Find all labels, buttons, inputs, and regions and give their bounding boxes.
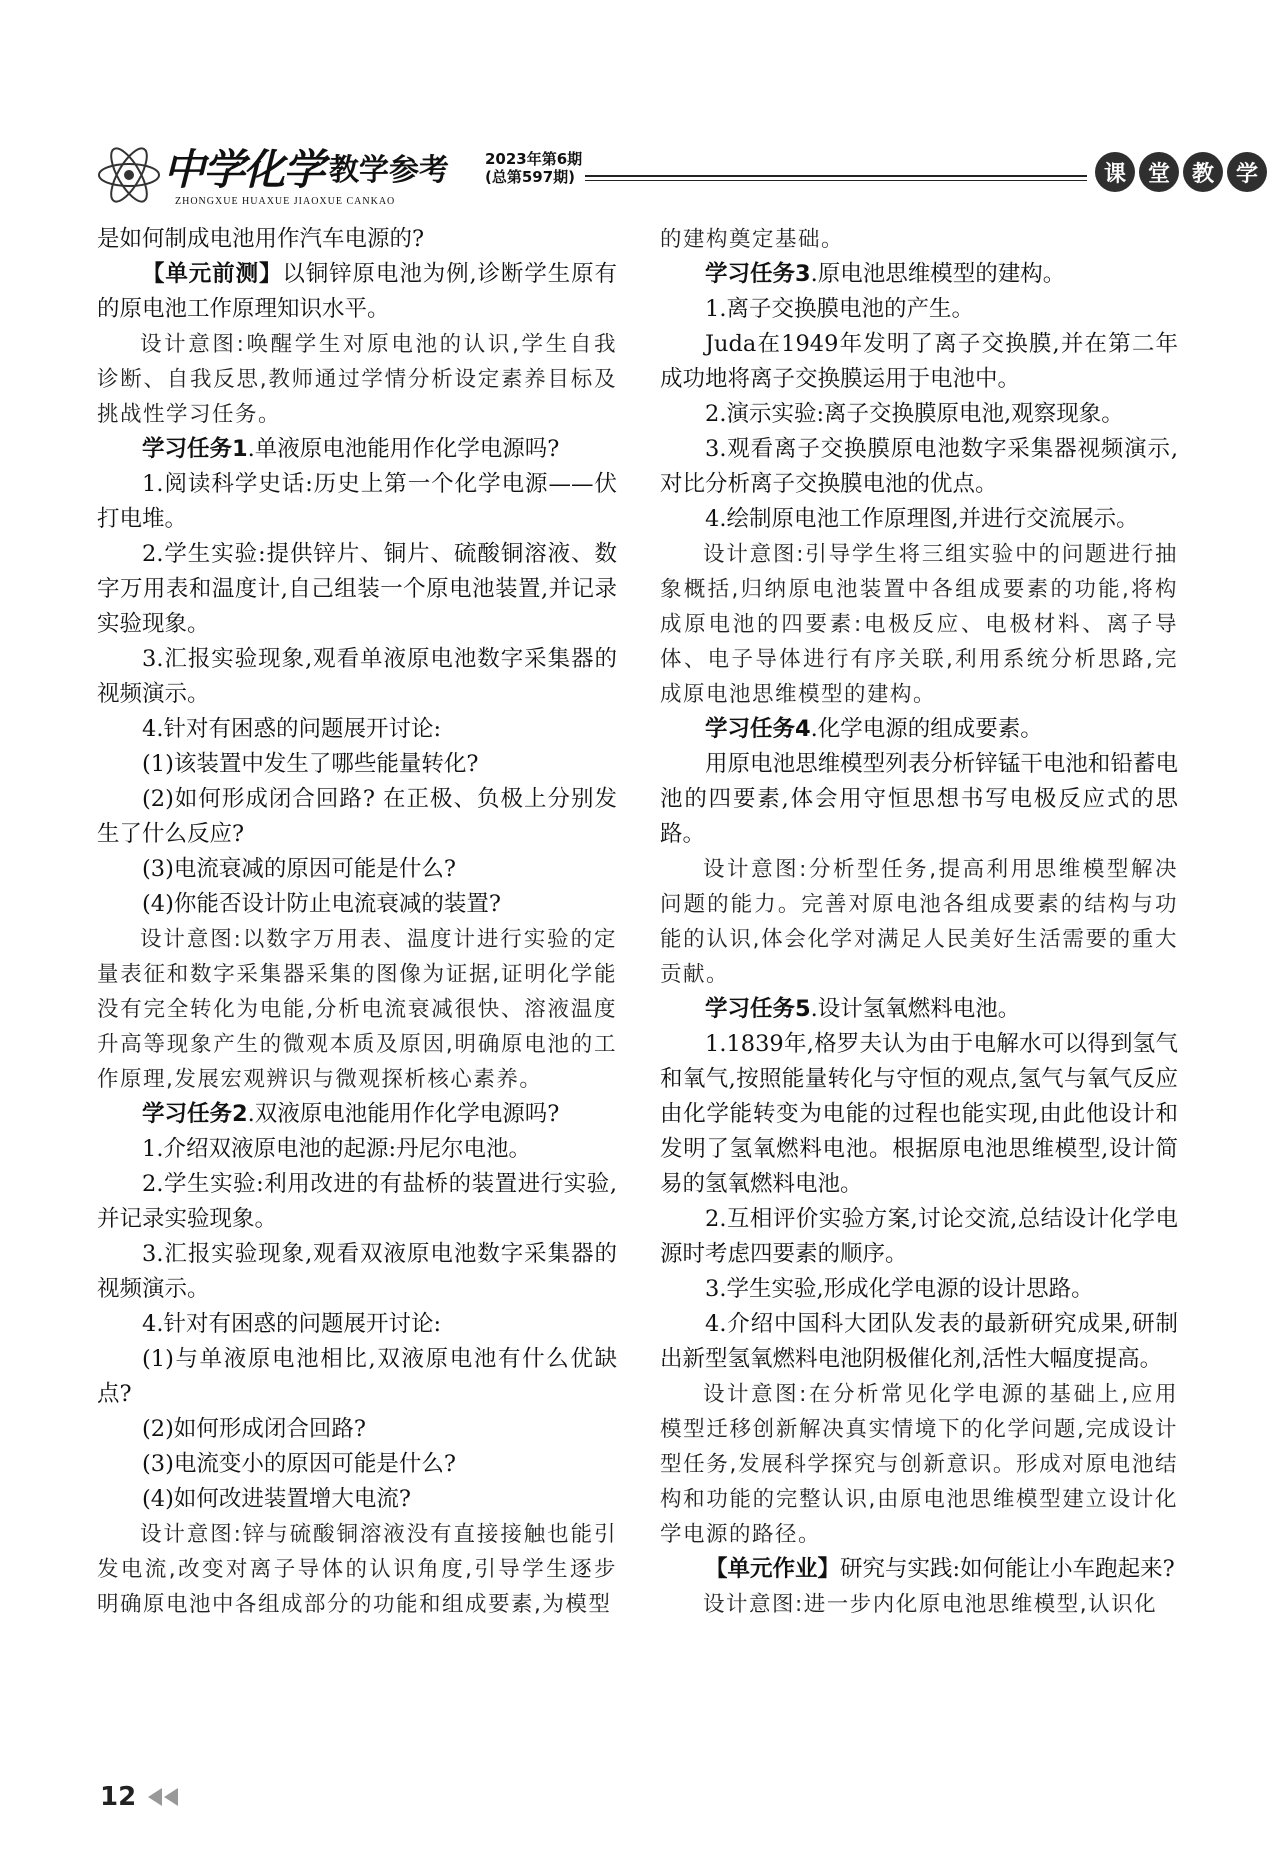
section-char: 堂	[1139, 152, 1179, 192]
task-heading	[97, 432, 617, 467]
design-intent-paragraph: 设计意图:以数字万用表、温度计进行实验的定量表征和数字采集器采集的图像为证据,证明化学能没有完全转化为电能,分析电流衰减很快、溶液温度升高等现象产生的微观本质及原因,明确原电池的工作原理,发展宏观辨识与微观探析核心素养。	[97, 927, 617, 1092]
right-column	[660, 222, 1178, 1622]
journal-subtitle: 教学参考	[329, 153, 449, 188]
unit-label: 【单元作业】	[705, 1556, 841, 1582]
body-paragraph: 2.演示实验:离子交换膜原电池,观察现象。	[705, 401, 1124, 427]
design-intent-paragraph: 设计意图:分析型任务,提高利用思维模型解决问题的能力。完善对原电池各组成要素的结构与功能的认识,体会化学对满足人民美好生活需要的重大贡献。	[660, 857, 1178, 987]
body-paragraph: 4.针对有困惑的问题展开讨论:	[142, 1311, 442, 1337]
page-footer	[100, 1782, 184, 1812]
section-char: 课	[1095, 152, 1135, 192]
body-paragraph: 2.学生实验:利用改进的有盐桥的装置进行实验,并记录实验现象。	[97, 1171, 617, 1232]
body-paragraph: 3.观看离子交换膜原电池数字采集器视频演示,对比分析离子交换膜电池的优点。	[660, 436, 1178, 497]
body-paragraph: 4.介绍中国科大团队发表的最新研究成果,研制出新型氢氧燃料电池阴极催化剂,活性大幅度提高。	[660, 1311, 1178, 1372]
task-label: 学习任务3	[705, 261, 811, 287]
design-intent-paragraph: 设计意图:进一步内化原电池思维模型,认识化	[703, 1592, 1158, 1617]
heading-text: .单液原电池能用作化学电源吗?	[247, 436, 560, 462]
body-paragraph: 4.针对有困惑的问题展开讨论:	[142, 716, 442, 742]
heading-text: 以铜锌原电池为例,诊断学生原有的原电池工作原理知识水平。	[97, 261, 617, 322]
page-header	[95, 142, 1258, 212]
task-label: 学习任务4	[705, 716, 811, 742]
atom-logo-icon	[95, 142, 163, 208]
journal-title: 中学化学	[163, 145, 324, 194]
design-intent-paragraph: 设计意图:在分析常见化学电源的基础上,应用模型迁移创新解决真实情境下的化学问题,完成设计型任务,发展科学探究与创新意识。形成对原电池结构和功能的完整认识,由原电池思维模型建立设计化学电源的路径。	[660, 1382, 1178, 1547]
design-intent-paragraph: 的建构奠定基础。	[660, 227, 845, 252]
journal-pinyin: ZHONGXUE HUAXUE JIAOXUE CANKAO	[175, 196, 396, 207]
body-paragraph: 4.绘制原电池工作原理图,并进行交流展示。	[705, 506, 1139, 532]
task-heading	[660, 992, 1178, 1027]
task-label: 学习任务2	[142, 1101, 248, 1127]
issue-number: 2023年第6期	[485, 150, 583, 168]
body-paragraph: 3.汇报实验现象,观看单液原电池数字采集器的视频演示。	[97, 646, 617, 707]
design-intent-paragraph: 设计意图:唤醒学生对原电池的认识,学生自我诊断、自我反思,教师通过学情分析设定素养目标及挑战性学习任务。	[97, 332, 617, 427]
body-paragraph: (3)电流变小的原因可能是什么?	[142, 1451, 456, 1477]
body-paragraph: (2)如何形成闭合回路?	[142, 1416, 366, 1442]
section-char: 教	[1183, 152, 1223, 192]
unit-label: 【单元前测】	[142, 261, 283, 287]
issue-info	[485, 150, 582, 186]
task-label: 学习任务5	[705, 996, 811, 1022]
heading-text: .设计氢氧燃料电池。	[810, 996, 1021, 1022]
header-rule	[585, 175, 1087, 177]
body-paragraph: 2.学生实验:提供锌片、铜片、硫酸铜溶液、数字万用表和温度计,自己组装一个原电池装置,并记录实验现象。	[97, 541, 617, 637]
body-paragraph: (3)电流衰减的原因可能是什么?	[142, 856, 456, 882]
double-arrow-left-icon	[144, 1786, 184, 1808]
heading-text: 研究与实践:如何能让小车跑起来?	[840, 1556, 1175, 1582]
body-paragraph: (1)该装置中发生了哪些能量转化?	[142, 751, 479, 777]
body-paragraph: Juda在1949年发明了离子交换膜,并在第二年成功地将离子交换膜运用于电池中。	[660, 331, 1178, 392]
body-paragraph: (2)如何形成闭合回路? 在正极、负极上分别发生了什么反应?	[97, 786, 617, 847]
task-label: 学习任务1	[142, 436, 248, 462]
body-paragraph: 是如何制成电池用作汽车电源的?	[97, 226, 425, 252]
body-paragraph: (4)你能否设计防止电流衰减的装置?	[142, 891, 501, 917]
section-char: 学	[1227, 152, 1267, 192]
body-paragraph: 1.阅读科学史话:历史上第一个化学电源——伏打电堆。	[97, 471, 617, 532]
heading-text: .双液原电池能用作化学电源吗?	[247, 1101, 560, 1127]
unit-heading	[660, 1552, 1178, 1587]
task-heading	[97, 1097, 617, 1132]
section-tag	[1095, 152, 1267, 192]
body-paragraph: 1.离子交换膜电池的产生。	[705, 296, 974, 322]
body-paragraph: 1.介绍双液原电池的起源:丹尼尔电池。	[142, 1136, 532, 1162]
unit-heading	[97, 257, 617, 327]
body-paragraph: 1.1839年,格罗夫认为由于电解水可以得到氢气和氧气,按照能量转化与守恒的观点,氢气与氧气反应由化学能转变为电能的过程也能实现,由此他设计和发明了氢氧燃料电池。根据原电池思维模型,设计简易的氢氧燃料电池。	[660, 1031, 1178, 1197]
design-intent-paragraph: 设计意图:锌与硫酸铜溶液没有直接接触也能引发电流,改变对离子导体的认识角度,引导学生逐步明确原电池中各组成部分的功能和组成要素,为模型	[97, 1522, 617, 1617]
page-number: 12	[100, 1782, 137, 1812]
task-heading	[660, 257, 1178, 292]
design-intent-paragraph: 设计意图:引导学生将三组实验中的问题进行抽象概括,归纳原电池装置中各组成要素的功能,将构成原电池的四要素:电极反应、电极材料、离子导体、电子导体进行有序关联,利用系统分析思路,完成原电池思维模型的建构。	[660, 542, 1178, 707]
body-paragraph: 3.汇报实验现象,观看双液原电池数字采集器的视频演示。	[97, 1241, 617, 1302]
heading-text: .化学电源的组成要素。	[810, 716, 1043, 742]
issue-total: (总第597期)	[485, 168, 576, 186]
body-paragraph: 2.互相评价实验方案,讨论交流,总结设计化学电源时考虑四要素的顺序。	[660, 1206, 1178, 1267]
header-rule-thin	[585, 180, 1087, 181]
body-paragraph: 用原电池思维模型列表分析锌锰干电池和铅蓄电池的四要素,体会用守恒思想书写电极反应式的思路。	[660, 751, 1178, 847]
body-paragraph: 3.学生实验,形成化学电源的设计思路。	[705, 1276, 1094, 1302]
task-heading	[660, 712, 1178, 747]
left-column	[97, 222, 617, 1622]
body-paragraph: (1)与单液原电池相比,双液原电池有什么优缺点?	[97, 1346, 617, 1407]
body-paragraph: (4)如何改进装置增大电流?	[142, 1486, 411, 1512]
heading-text: .原电池思维模型的建构。	[810, 261, 1066, 287]
